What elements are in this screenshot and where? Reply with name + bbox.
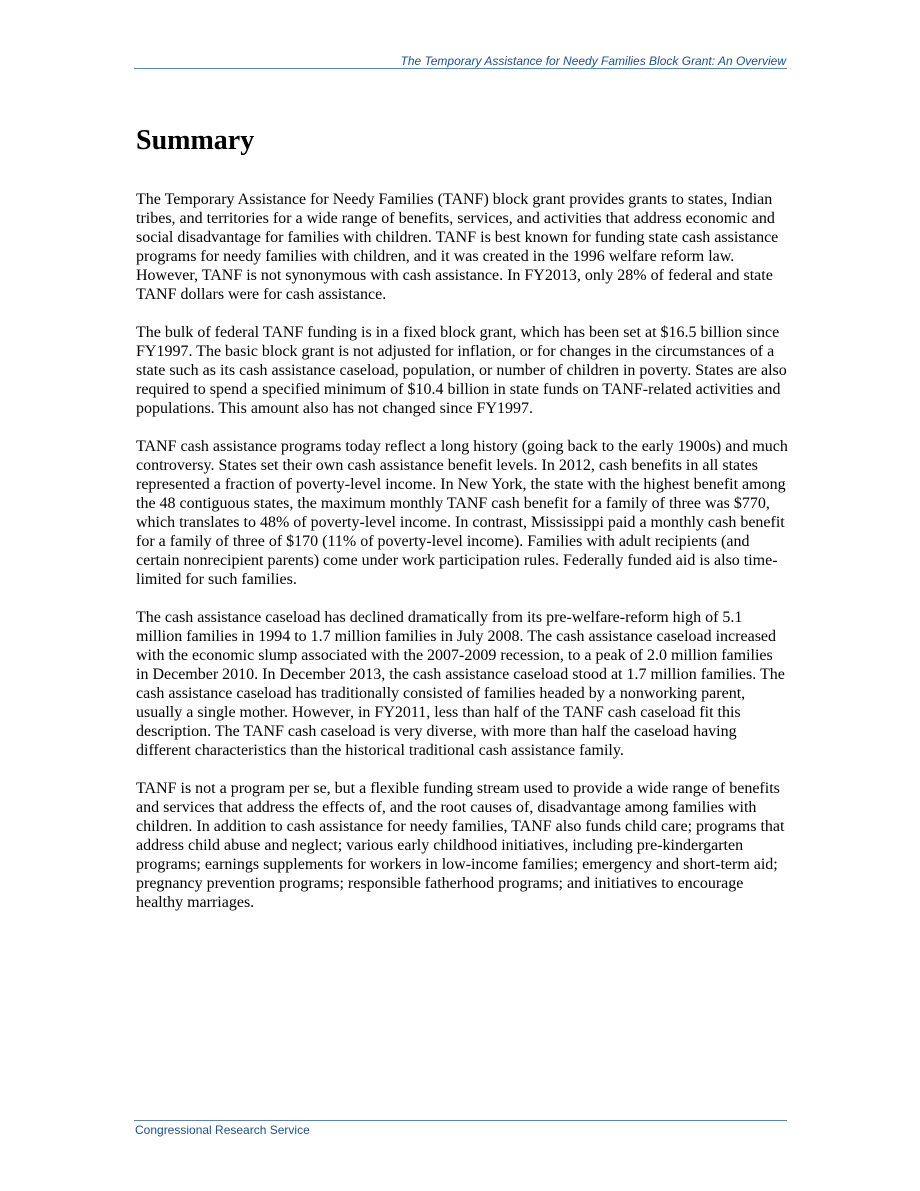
paragraph-2: The bulk of federal TANF funding is in a fixed block grant, which has been set at $16.5 billion since FY1997. The basic block grant is not adjusted for inflation, or for changes in the circumstances of a state such as its cash assistance caseload, population, or number of children in poverty. States are also required to spend a specified minimum of $10.4 billion in state funds on TANF-related activities and populations. This amount also has not changed since FY1997. [136, 324, 787, 417]
running-header: The Temporary Assistance for Needy Families Block Grant: An Overview [400, 54, 786, 68]
page-title: Summary [136, 125, 255, 156]
paragraph-5: TANF is not a program per se, but a flexible funding stream used to provide a wide range of benefits and services that address the effects of, and the root causes of, disadvantage among families with children. In addition to cash assistance for needy families, TANF also funds child care; programs that address child abuse and neglect; various early childhood initiatives, including pre-kindergarten programs; earnings supplements for workers in low-income families; emergency and short-term aid; pregnancy prevention programs; responsible fatherhood programs; and initiatives to encourage healthy marriages. [136, 780, 785, 911]
paragraph-3: TANF cash assistance programs today reflect a long history (going back to the early 1900s) and much controversy. States set their own cash assistance benefit levels. In 2012, cash benefits in all states represented a fraction of poverty-level income. In New York, the state with the highest benefit among the 48 contiguous states, the maximum monthly TANF cash benefit for a family of three was $770, which translates to 48% of poverty-level income. In contrast, Mississippi paid a monthly cash benefit for a family of three of $170 (11% of poverty-level income). Families with adult recipients (and certain nonrecipient parents) come under work participation rules. Federally funded aid is also time-limited for such families. [136, 438, 788, 588]
paragraph-4: The cash assistance caseload has declined dramatically from its pre-welfare-reform high of 5.1 million families in 1994 to 1.7 million families in July 2008. The cash assistance caseload increased with the economic slump associated with the 2007-2009 recession, to a peak of 2.0 million families in December 2010. In December 2013, the cash assistance caseload stood at 1.7 million families. The cash assistance caseload has traditionally consisted of families headed by a nonworking parent, usually a single mother. However, in FY2011, less than half of the TANF cash caseload fit this description. The TANF cash caseload is very diverse, with more than half the caseload having different characteristics than the historical traditional cash assistance family. [136, 609, 785, 759]
paragraph-1: The Temporary Assistance for Needy Families (TANF) block grant provides grants to states, Indian tribes, and territories for a wide range of benefits, services, and activities that address economic and social disadvantage for families with children. TANF is best known for funding state cash assistance programs for needy families with children, and it was created in the 1996 welfare reform law. However, TANF is not synonymous with cash assistance. In FY2013, only 28% of federal and state TANF dollars were for cash assistance. [136, 191, 779, 303]
footer-publisher: Congressional Research Service [135, 1123, 310, 1137]
main-content [136, 122, 788, 931]
footer-divider [134, 1120, 787, 1121]
header-divider [134, 68, 787, 69]
